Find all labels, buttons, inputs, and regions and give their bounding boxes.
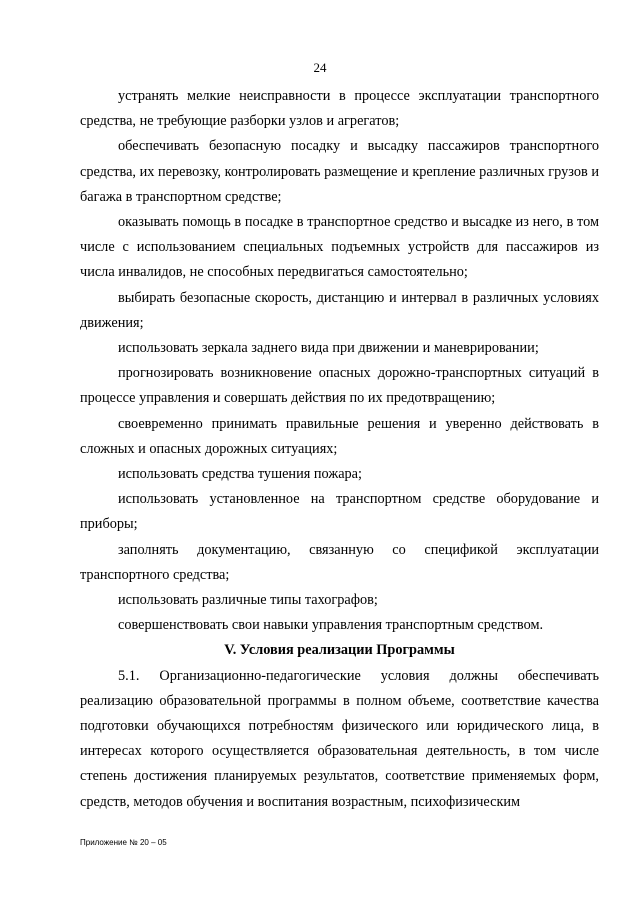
paragraph: выбирать безопасные скорость, дистанцию и интервал в различных условиях движения; [80, 289, 599, 331]
paragraph: использовать установленное на транспортном средстве оборудование и приборы; [80, 491, 599, 533]
paragraph: заполнять документацию, связанную со спецификой эксплуатации транспортного средства; [80, 541, 599, 583]
paragraph: обеспечивать безопасную посадку и высадку пассажиров транспортного средства, их перевозку, контролировать размещение и крепление различных грузов и багажа в транспортном средстве; [80, 138, 599, 205]
paragraph: устранять мелкие неисправности в процессе эксплуатации транспортного средства, не требующие разборки узлов и агрегатов; [80, 88, 599, 130]
paragraph: прогнозировать возникновение опасных дорожно-транспортных ситуаций в процессе управления и совершать действия по их предотвращению; [80, 365, 599, 407]
paragraph: оказывать помощь в посадке в транспортное средство и высадке из него, в том числе с использованием специальных подъемных устройств для пассажиров из числа инвалидов, не способных передвигаться самостоятельно; [80, 214, 599, 281]
paragraph: использовать средства тушения пожара; [118, 466, 363, 483]
paragraph: совершенствовать свои навыки управления транспортным средством. [118, 617, 544, 634]
paragraph: использовать зеркала заднего вида при движении и маневрировании; [118, 340, 539, 357]
page-number: 24 [313, 60, 327, 75]
document-body [80, 84, 599, 815]
paragraph: своевременно принимать правильные решения и уверенно действовать в сложных и опасных дорожных ситуациях; [80, 415, 599, 457]
section-heading: V. Условия реализации Программы [224, 642, 455, 659]
paragraph: использовать различные типы тахографов; [118, 592, 378, 609]
footer-note: Приложение № 20 – 05 [80, 838, 167, 847]
paragraph: 5.1. Организационно-педагогические условия должны обеспечивать реализацию образовательной программы в полном объеме, соответствие качества подготовки обучающихся потребностям физического или юридического лица, в интересах которого осуществляется образовательная деятельность, в том числе степень достижения планируемых результатов, соответствие применяемых форм, средств, методов обучения и воспитания возрастным, психофизическим [80, 667, 599, 810]
